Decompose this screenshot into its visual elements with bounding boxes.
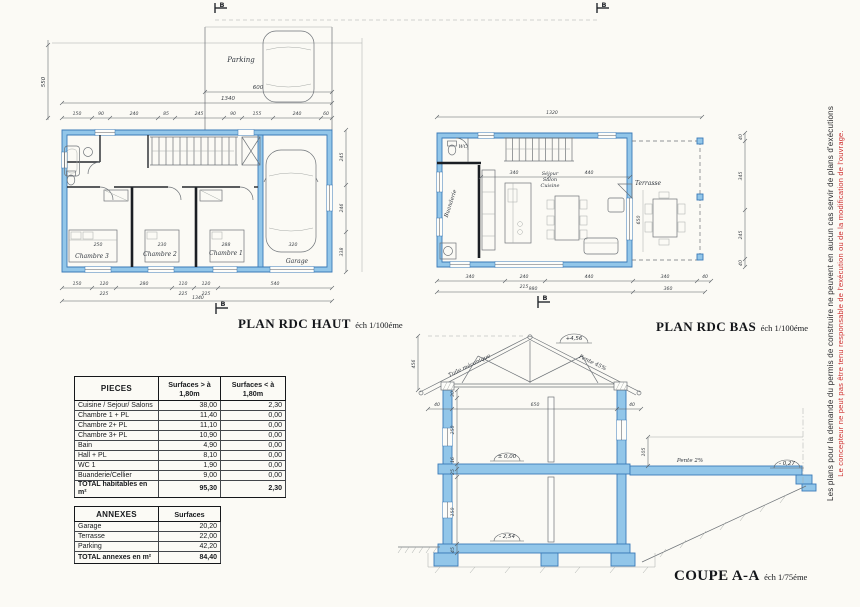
surface-value: 38,00 xyxy=(159,401,221,411)
pieces-header-row xyxy=(75,377,286,401)
roof-material-label: Tuile mécanique xyxy=(447,353,492,379)
room-name: Chambre 3+ PL xyxy=(75,431,159,441)
surface-value: 42,20 xyxy=(159,542,221,552)
dim-label: 360 xyxy=(663,287,673,292)
dim-label: 150 xyxy=(451,507,456,517)
dim-label: 25 xyxy=(451,469,456,475)
surface-value: 0,00 xyxy=(221,461,286,471)
annex-name: Parking xyxy=(75,542,159,552)
room-label-salon: Salon xyxy=(542,177,558,183)
roof-slope-label: Pente 45% xyxy=(577,353,608,373)
ground-floor-level-mark xyxy=(490,453,524,461)
dim-label: 1320 xyxy=(546,111,558,116)
surface-value: 0,00 xyxy=(221,471,286,481)
dim-label: 120 xyxy=(201,282,211,287)
dim-label: 345 xyxy=(739,171,744,181)
dim-label: 456 xyxy=(412,359,417,369)
room-label-chambre-3: Chambre 3 xyxy=(75,253,109,260)
table-row xyxy=(75,431,286,441)
surface-value: 4,90 xyxy=(159,441,221,451)
table-row xyxy=(75,542,221,552)
coupe-width-dimensions xyxy=(426,402,643,411)
dim-label: 60 xyxy=(323,112,329,117)
table-row xyxy=(75,421,286,431)
title-text: COUPE A-A xyxy=(674,568,760,584)
lower-floor-level-mark xyxy=(490,533,524,541)
dim-label: 600 xyxy=(252,85,264,91)
surface-tables xyxy=(74,376,286,564)
dim-label: 150 xyxy=(72,112,82,117)
ground-hatching xyxy=(398,486,806,573)
annexes-header: ANNEXES xyxy=(75,507,159,522)
dim-label: 215 xyxy=(519,285,529,290)
dim-label: 40 xyxy=(739,260,744,266)
dim-label: 338 xyxy=(340,247,345,257)
room-name: Chambre 1 + PL xyxy=(75,411,159,421)
title-scale: éch 1/75éme xyxy=(764,572,808,582)
surface-value: 8,10 xyxy=(159,451,221,461)
dim-label: 40 xyxy=(702,275,708,280)
kitchen-fixtures xyxy=(482,170,531,250)
table-row xyxy=(75,461,286,471)
coupe-aa-drawing xyxy=(398,334,816,573)
terrace-table xyxy=(645,192,685,245)
plan-bas-title xyxy=(656,318,808,336)
plan-rdc-haut-drawing xyxy=(41,27,362,303)
surface-value: 11,10 xyxy=(159,421,221,431)
dim-label: 105 xyxy=(642,447,647,457)
terrace-slope-label: Pente 2% xyxy=(676,458,704,464)
windows-and-doors xyxy=(437,133,633,268)
dim-label: 245 xyxy=(340,152,345,162)
parking-area xyxy=(52,27,362,272)
room-label-garage: Garage xyxy=(285,258,309,265)
level-label: - 0,27 xyxy=(779,461,795,467)
staircase xyxy=(150,137,260,165)
plan-haut-title xyxy=(238,315,403,333)
dim-label: 245 xyxy=(739,230,744,240)
level-label: - 2,54 xyxy=(499,534,515,540)
room-name: Hall + PL xyxy=(75,451,159,461)
dim-label: 440 xyxy=(584,171,594,176)
surface-value: 0,00 xyxy=(221,441,286,451)
dim-label: 240 xyxy=(292,112,302,117)
annex-name: Terrasse xyxy=(75,532,159,542)
dim-label: 30 xyxy=(451,391,456,397)
col-header-inf: Surfaces < à 1,80m xyxy=(221,377,286,401)
total-label: TOTAL annexes en m² xyxy=(75,552,159,564)
level-label: ± 0,00 xyxy=(497,454,517,460)
dim-label: 980 xyxy=(528,287,538,292)
section-marker-b-top-right xyxy=(597,1,609,13)
level-label: +4,56 xyxy=(565,336,583,342)
dim-label: 280 xyxy=(139,282,149,287)
table-row xyxy=(75,522,221,532)
dim-label: 225 xyxy=(178,292,188,297)
section-structure xyxy=(434,382,816,566)
dim-label: 16 xyxy=(451,457,456,463)
dim-label: 150 xyxy=(72,282,82,287)
table-row xyxy=(75,471,286,481)
pieces-table xyxy=(74,376,286,498)
dim-label: 550 xyxy=(41,76,47,88)
room-label-parking: Parking xyxy=(227,56,255,64)
disclaimer-line-2: Le concepteur ne peut pas être tenu responsable de l'exécution ou de la modification de l'ouvrage. xyxy=(836,130,845,477)
dim-label: 240 xyxy=(129,112,139,117)
staircase xyxy=(504,138,574,161)
dim-label: 225 xyxy=(201,292,211,297)
coupe-title xyxy=(674,567,807,585)
dim-label: 288 xyxy=(221,243,231,248)
dim-label: 40 xyxy=(739,134,744,140)
room-label-sejour: Séjour xyxy=(541,171,559,177)
pieces-total-row xyxy=(75,481,286,498)
disclaimer-line-1: Les plans pour la demande du permis de construire ne peuvent en aucun cas servir de plans d'exécutions xyxy=(826,105,835,502)
dim-label: 120 xyxy=(99,282,109,287)
room-label-chambre-1: Chambre 1 xyxy=(209,250,243,257)
room-name: Chambre 2+ PL xyxy=(75,421,159,431)
dim-label: 250 xyxy=(93,243,103,248)
ridge-height-dimension xyxy=(411,334,420,392)
dim-label: 240 xyxy=(519,275,529,280)
surface-value: 0,00 xyxy=(221,421,286,431)
surface-value: 11,40 xyxy=(159,411,221,421)
marker-label: B xyxy=(220,300,226,308)
table-row xyxy=(75,451,286,461)
dim-label: 340 xyxy=(509,171,519,176)
dim-label: 650 xyxy=(637,215,642,225)
dim-label: 85 xyxy=(163,112,169,117)
table-row xyxy=(75,532,221,542)
dim-label: 320 xyxy=(288,243,298,248)
col-header-sup: Surfaces > à 1,80m xyxy=(159,377,221,401)
surface-value: 0,00 xyxy=(221,431,286,441)
dim-label: 250 xyxy=(451,425,456,435)
col-header-surfaces: Surfaces xyxy=(159,507,221,522)
surface-value: 0,00 xyxy=(221,451,286,461)
plan-haut-top-dimensions xyxy=(41,40,334,120)
dim-label: 1340 xyxy=(221,96,235,102)
room-label-chambre-2: Chambre 2 xyxy=(143,251,177,258)
dim-label: 340 xyxy=(660,275,670,280)
plan-haut-bottom-dimensions xyxy=(60,281,334,303)
dim-label: 225 xyxy=(99,292,109,297)
plan-rdc-bas-drawing xyxy=(435,110,747,294)
room-label-terrasse: Terrasse xyxy=(634,180,662,187)
room-name: WC 1 xyxy=(75,461,159,471)
dim-label: 245 xyxy=(194,112,204,117)
marker-label: B xyxy=(601,1,607,9)
bathroom-fixtures xyxy=(65,146,93,185)
table-row xyxy=(75,441,286,451)
annexes-table xyxy=(74,506,221,564)
exterior-walls xyxy=(437,133,632,267)
car-outline-parking xyxy=(263,31,314,102)
plan-bas-bottom-dimensions xyxy=(435,274,713,294)
dim-label: 230 xyxy=(157,243,167,248)
dim-label: 90 xyxy=(230,112,236,117)
dim-label: 540 xyxy=(270,282,280,287)
margin-disclaimer xyxy=(826,0,856,607)
room-label-cuisine: Cuisine xyxy=(540,183,560,189)
dim-label: 45 xyxy=(451,547,456,553)
section-marker-b-bottom-right xyxy=(538,294,550,308)
surface-value: 22,00 xyxy=(159,532,221,542)
section-marker-b-bottom-left xyxy=(216,300,228,314)
dim-label: 110 xyxy=(178,282,188,287)
ridge-level-mark xyxy=(556,334,592,343)
surface-value: 20,20 xyxy=(159,522,221,532)
dim-label: 246 xyxy=(340,203,345,213)
surface-value: 2,30 xyxy=(221,401,286,411)
marker-label: B xyxy=(542,294,548,302)
marker-label: B xyxy=(219,1,225,9)
dim-label: 340 xyxy=(465,275,475,280)
plan-haut-right-dimensions xyxy=(339,128,348,274)
dim-label: 440 xyxy=(584,275,594,280)
dim-label: 155 xyxy=(252,112,262,117)
surface-value: 10,90 xyxy=(159,431,221,441)
plan-bas-top-dimension xyxy=(435,110,704,119)
dim-label: 90 xyxy=(98,112,104,117)
interior-partitions xyxy=(437,138,481,258)
annexes-total-row xyxy=(75,552,221,564)
title-text: PLAN RDC BAS xyxy=(656,319,757,334)
car-outline-garage xyxy=(264,150,318,252)
dim-label: 40 xyxy=(629,403,635,408)
total-value: 2,30 xyxy=(221,481,286,498)
total-value: 84,40 xyxy=(159,552,221,564)
surface-value: 1,90 xyxy=(159,461,221,471)
surface-value: 0,00 xyxy=(221,411,286,421)
table-row xyxy=(75,401,286,411)
room-label-wc: WC xyxy=(458,144,468,150)
title-scale: éch 1/100éme xyxy=(355,320,403,330)
plan-bas-right-dimensions xyxy=(738,131,747,269)
title-scale: éch 1/100éme xyxy=(760,323,809,333)
annexes-header-row xyxy=(75,507,221,522)
annex-name: Garage xyxy=(75,522,159,532)
title-text: PLAN RDC HAUT xyxy=(238,316,351,331)
room-name: Cuisine / Sejour/ Salons xyxy=(75,401,159,411)
surface-value: 9,00 xyxy=(159,471,221,481)
dim-label: 1340 xyxy=(192,296,204,301)
room-name: Buanderie/Cellier xyxy=(75,471,159,481)
garage-partition-wall xyxy=(258,135,263,267)
table-row xyxy=(75,411,286,421)
total-value: 95,30 xyxy=(159,481,221,498)
dim-label: 650 xyxy=(530,403,540,408)
dim-label: 40 xyxy=(434,403,440,408)
total-label: TOTAL habitables en m² xyxy=(75,481,159,498)
room-label-buanderie: Buanderie xyxy=(443,189,459,219)
living-furniture xyxy=(547,184,632,254)
section-marker-b-top-left xyxy=(215,1,227,13)
room-name: Bain xyxy=(75,441,159,451)
pieces-header: PIECES xyxy=(75,377,159,401)
